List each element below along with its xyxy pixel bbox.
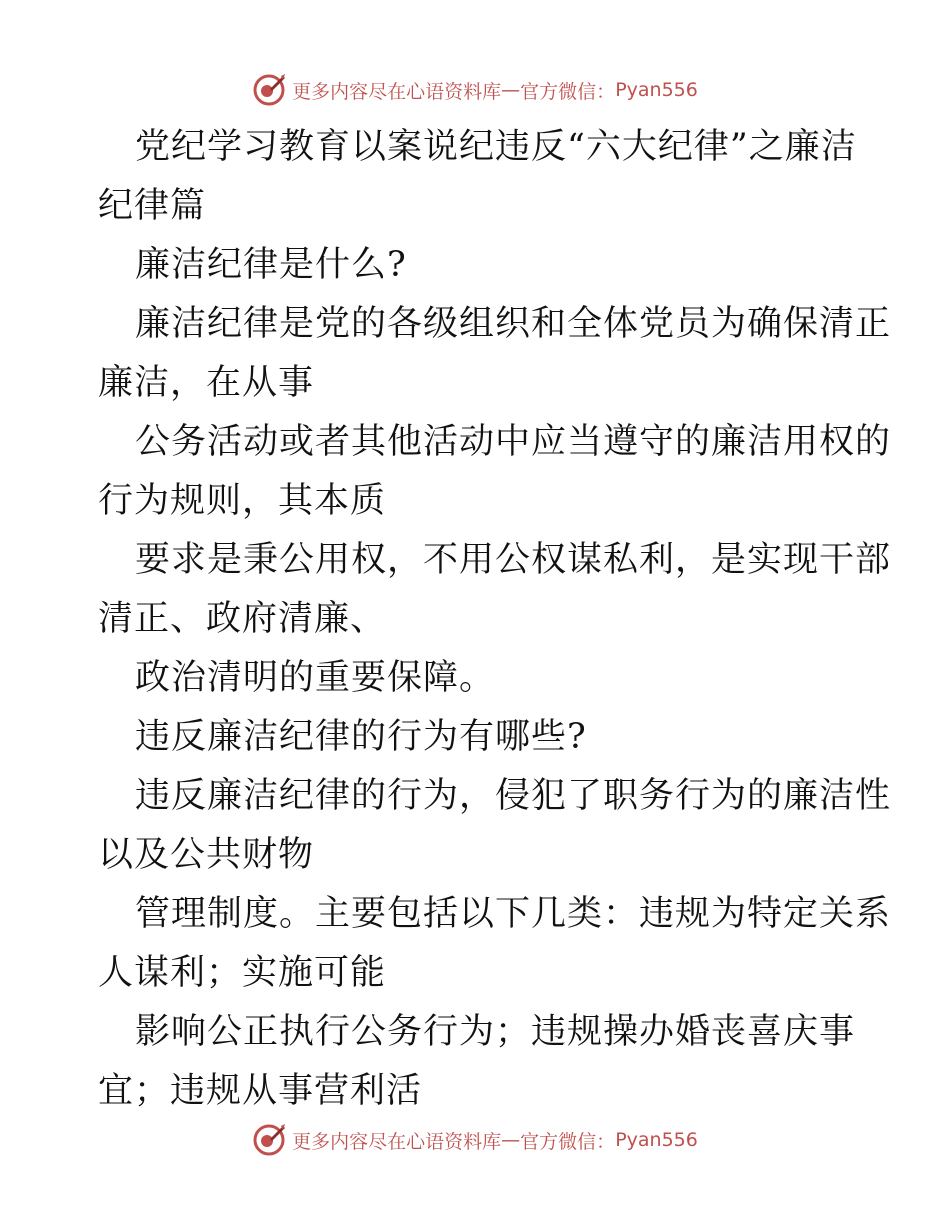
paragraph-line: 廉洁，在从事: [98, 363, 315, 403]
paragraph-line: 公务活动或者其他活动中应当遵守的廉洁用权的: [135, 422, 892, 462]
header-watermark: [0, 70, 950, 110]
paragraph-line: 要求是秉公用权，不用公权谋私利，是实现干部: [135, 540, 892, 580]
paragraph-line: 违反廉洁纪律的行为，侵犯了职务行为的廉洁性: [135, 776, 892, 816]
paragraph-line: 行为规则，其本质: [98, 481, 387, 521]
document-body: [98, 118, 892, 1121]
watermark-wechat-label: 官方微信：: [520, 1130, 616, 1153]
paragraph-line: 廉洁纪律是党的各级组织和全体党员为确保清正: [135, 304, 892, 344]
title-line-1: 党纪学习教育以案说纪违反“六大纪律”之廉洁: [135, 127, 857, 167]
watermark-wechat-id: Pyan556: [615, 1129, 698, 1151]
watermark-wechat-label: 官方微信：: [520, 80, 616, 103]
paragraph-line: 人谋利；实施可能: [98, 953, 387, 993]
paragraph-line: 影响公正执行公务行为；违规操办婚丧喜庆事: [135, 1012, 856, 1052]
watermark-wechat-id: Pyan556: [615, 79, 698, 101]
quill-seal-icon: [252, 73, 286, 107]
quill-seal-icon: [252, 1123, 286, 1157]
footer-watermark: [0, 1120, 950, 1160]
watermark-separator: —: [501, 1129, 521, 1151]
paragraph-line: 以及公共财物: [98, 835, 315, 875]
paragraph-line: 宜；违规从事营利活: [98, 1071, 423, 1111]
section-heading-what: 廉洁纪律是什么?: [135, 245, 407, 285]
watermark-separator: —: [501, 79, 521, 101]
paragraph-line: 清正、政府清廉、: [98, 599, 387, 639]
paragraph-line: 管理制度。主要包括以下几类：违规为特定关系: [135, 894, 892, 934]
title-line-2: 纪律篇: [98, 186, 207, 226]
paragraph-line: 政治清明的重要保障。: [135, 658, 496, 698]
watermark-text: 更多内容尽在心语资料库: [292, 1130, 502, 1153]
watermark-text: 更多内容尽在心语资料库: [292, 80, 502, 103]
section-heading-violations: 违反廉洁纪律的行为有哪些?: [135, 717, 587, 757]
